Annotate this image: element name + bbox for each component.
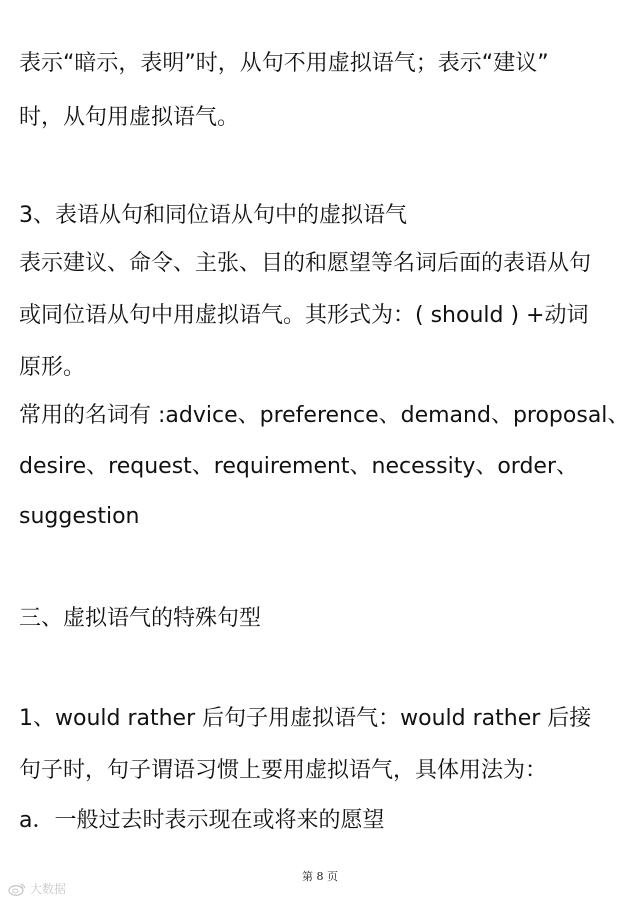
section-heading-3: 3、表语从句和同位语从句中的虚拟语气 — [19, 203, 407, 228]
watermark — [8, 880, 66, 897]
text-line-7: 常用的名词有 :advice、preference、demand、proposal、 — [19, 403, 630, 428]
text-line-8: desire、request、requirement、necessity、order、 — [19, 454, 579, 479]
page-number: 第 8 页 — [302, 870, 338, 883]
weibo-logo-icon — [8, 882, 26, 896]
text-line-4: 表示建议、命令、主张、目的和愿望等名词后面的表语从句 — [19, 251, 592, 276]
text-line-11: 1、would rather 后句子用虚拟语气：would rather 后接 — [19, 706, 592, 731]
section-heading-special: 三、虚拟语气的特殊句型 — [19, 606, 262, 631]
text-line-5: 或同位语从句中用虚拟语气。其形式为：( should ) +动词 — [19, 303, 589, 328]
text-line-6: 原形。 — [19, 355, 86, 380]
text-line-2: 时，从句用虚拟语气。 — [19, 105, 240, 130]
text-line-1: 表示“暗示，表明”时，从句不用虚拟语气；表示“建议” — [19, 51, 549, 76]
text-line-13: a．一般过去时表示现在或将来的愿望 — [19, 808, 385, 833]
watermark-text: 大数据 — [30, 882, 67, 896]
text-line-9: suggestion — [19, 504, 140, 529]
text-line-12: 句子时，句子谓语习惯上要用虚拟语气，具体用法为： — [19, 758, 548, 783]
